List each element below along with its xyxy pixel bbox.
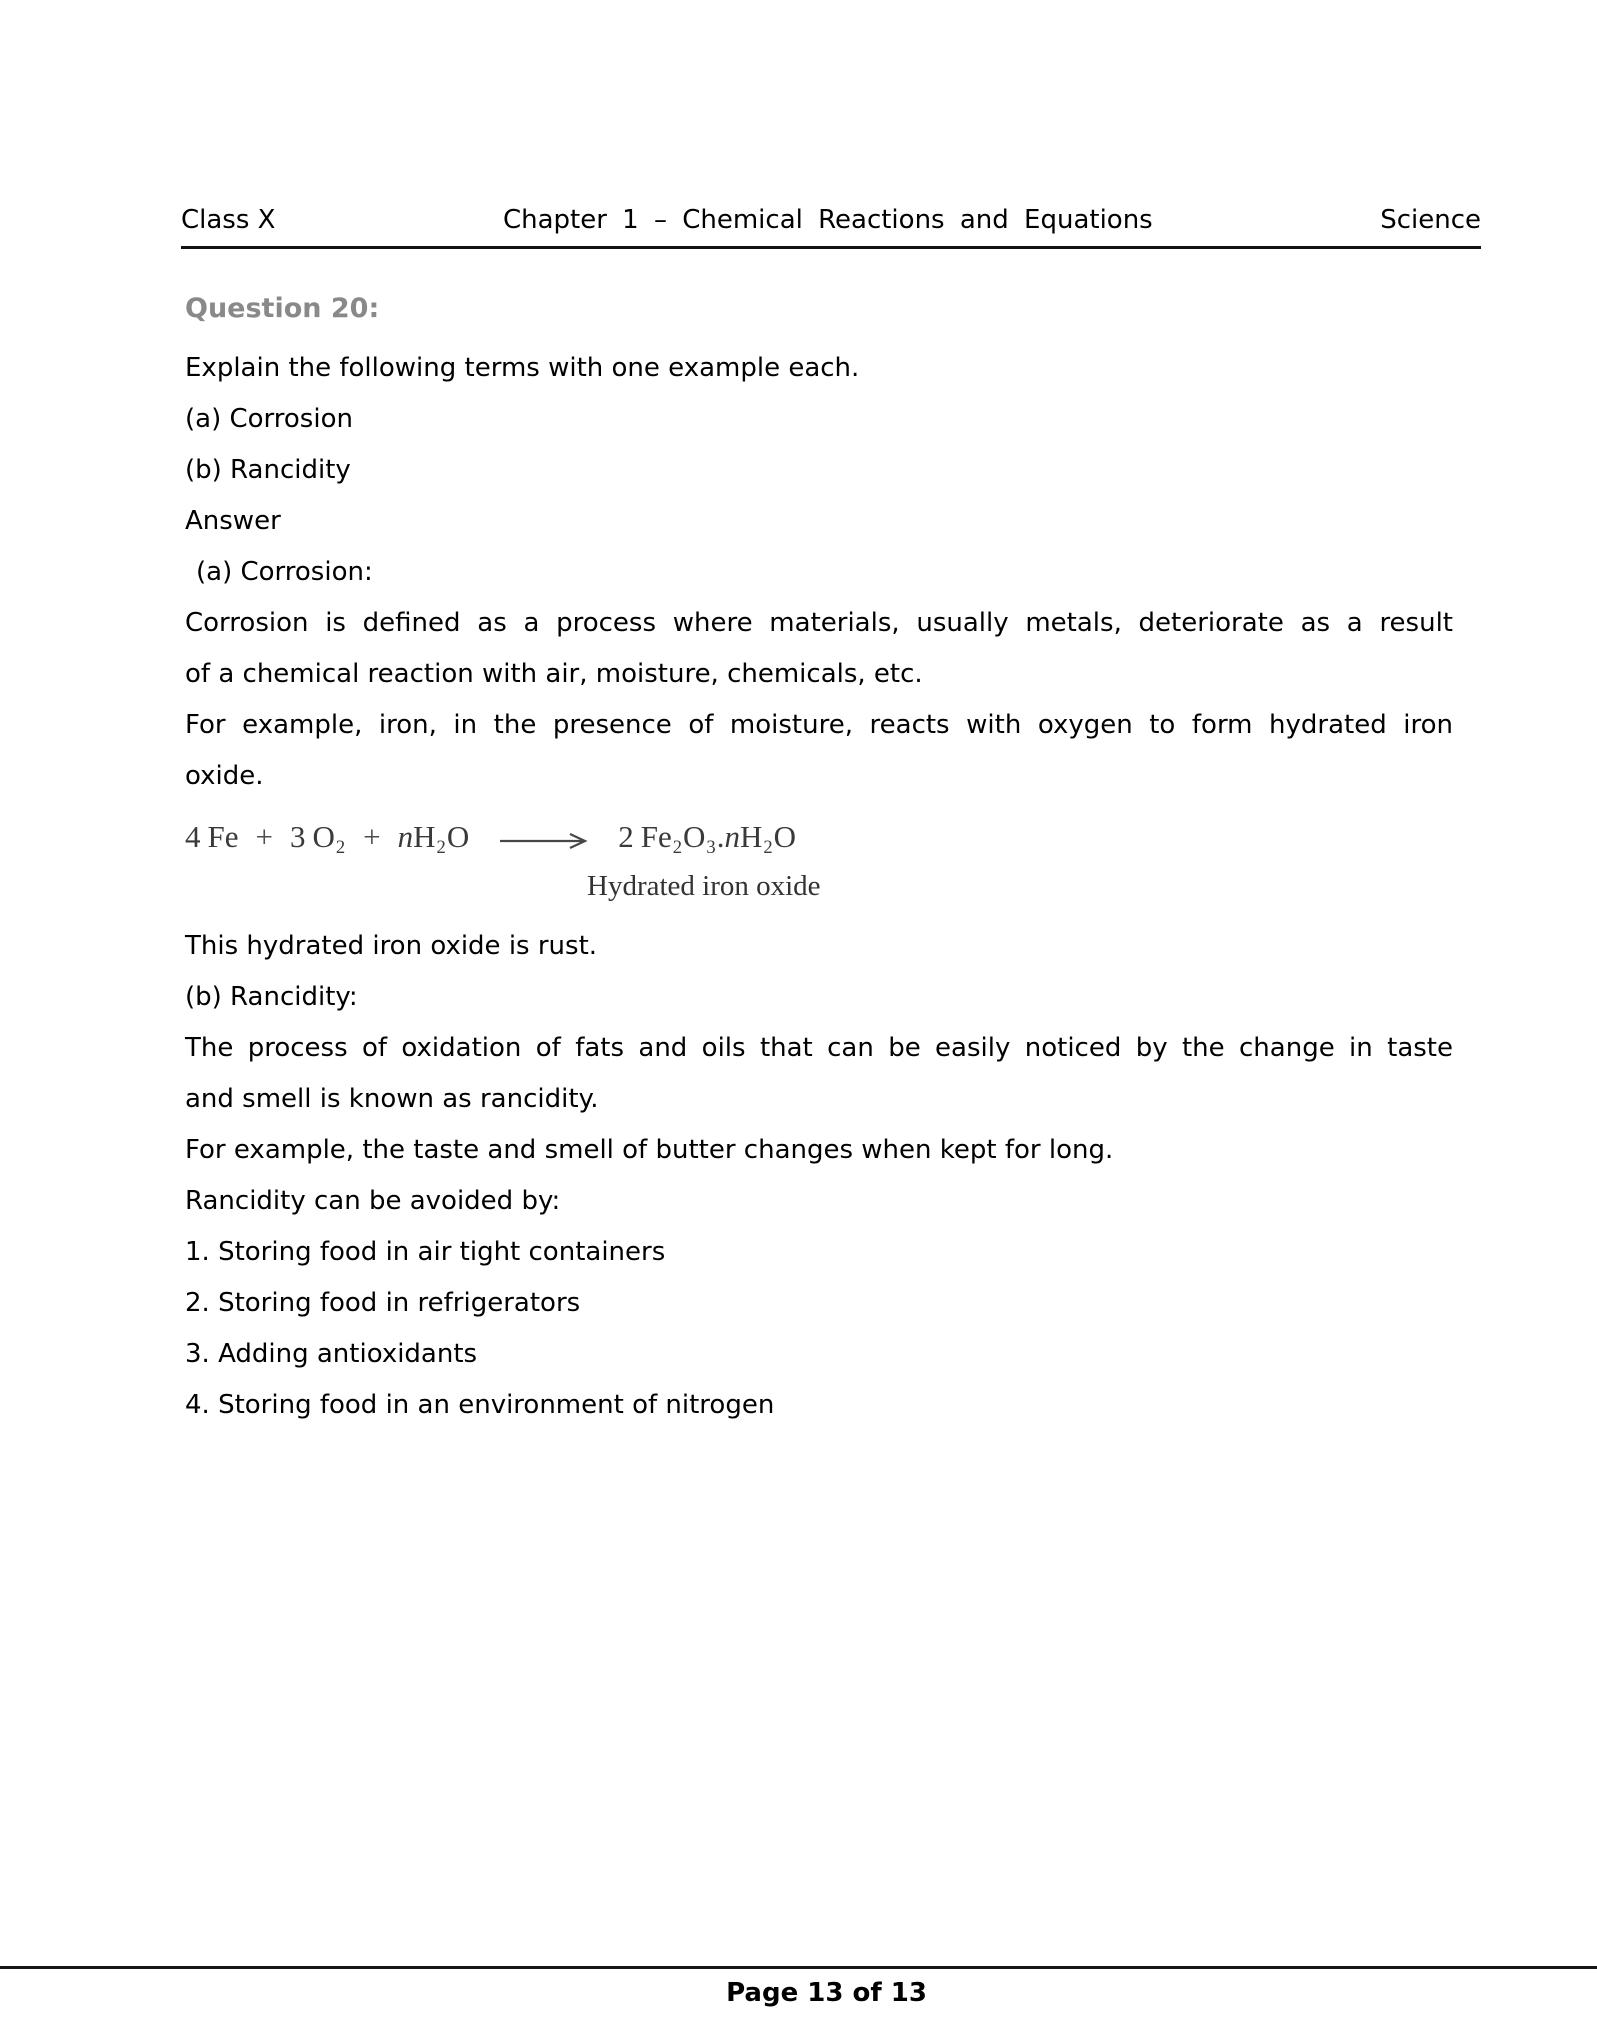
equation-token: n: [397, 819, 414, 854]
text-line: (a) Corrosion:: [196, 557, 373, 587]
equation-token: 2: [618, 819, 634, 854]
subscript: 3: [706, 836, 716, 858]
equation-token: 3: [289, 819, 306, 854]
text-line: (b) Rancidity:: [185, 982, 358, 1012]
question-heading: Question 20:: [185, 293, 380, 324]
text-line: of a chemical reaction with air, moisture, chemicals, etc.: [185, 659, 923, 689]
answer-text-block-2: [185, 921, 1453, 1431]
equation-token: O: [683, 819, 706, 854]
equation-token: H: [413, 819, 436, 854]
equation-products: [618, 815, 796, 864]
equation-row: [185, 815, 1453, 864]
text-line: For example, iron, in the presence of moisture, reacts with oxygen to form hydrated iron: [185, 710, 1453, 740]
text-line: and smell is known as rancidity.: [185, 1084, 599, 1114]
text-line: 1. Storing food in air tight containers: [185, 1237, 666, 1267]
text-line: (a) Corrosion: [185, 404, 353, 434]
equation-token: +: [363, 819, 381, 854]
equation-caption: Hydrated iron oxide: [587, 870, 821, 902]
footer-divider: [0, 1966, 1597, 1969]
header-class-label: Class X: [181, 205, 276, 235]
text-line: The process of oxidation of fats and oils that can be easily noticed by the change in taste: [185, 1033, 1453, 1063]
equation-token: H: [739, 819, 763, 854]
equation-token: O: [773, 819, 797, 854]
equation-token: O: [446, 819, 470, 854]
page-number-label: Page 13 of 13: [726, 1978, 927, 2008]
text-line: Answer: [185, 506, 281, 536]
text-line: This hydrated iron oxide is rust.: [185, 931, 598, 961]
equation-token: n: [724, 819, 740, 854]
page-content: [185, 283, 1453, 1431]
text-line: 4. Storing food in an environment of nitrogen: [185, 1390, 775, 1420]
header-subject-label: Science: [1380, 205, 1481, 235]
page-header: [181, 205, 1481, 249]
text-line: Corrosion is defined as a process where materials, usually metals, deteriorate as a result: [185, 608, 1453, 638]
subscript: 2: [335, 836, 346, 858]
text-line: (b) Rancidity: [185, 455, 351, 485]
equation-token: Fe: [640, 819, 672, 854]
equation-token: Fe: [207, 819, 239, 854]
text-line: 3. Adding antioxidants: [185, 1339, 478, 1369]
text-line: 2. Storing food in refrigerators: [185, 1288, 581, 1318]
subscript: 2: [763, 836, 773, 858]
equation-reactants: [185, 815, 469, 864]
text-line: Rancidity can be avoided by:: [185, 1186, 561, 1216]
equation-token: O: [312, 819, 335, 854]
chemical-equation: [185, 815, 1453, 908]
equation-token: +: [255, 819, 273, 854]
subscript: 2: [672, 836, 683, 858]
answer-text-block-1: [185, 343, 1453, 802]
text-line: oxide.: [185, 761, 264, 791]
text-line: Explain the following terms with one example each.: [185, 353, 860, 383]
subscript: 2: [436, 836, 446, 858]
long-right-arrow-icon: [499, 818, 591, 862]
equation-token: 4: [185, 819, 201, 854]
text-line: For example, the taste and smell of butter changes when kept for long.: [185, 1135, 1114, 1165]
equation-token: .: [716, 819, 725, 854]
header-chapter-title: Chapter 1 – Chemical Reactions and Equations: [502, 205, 1153, 235]
